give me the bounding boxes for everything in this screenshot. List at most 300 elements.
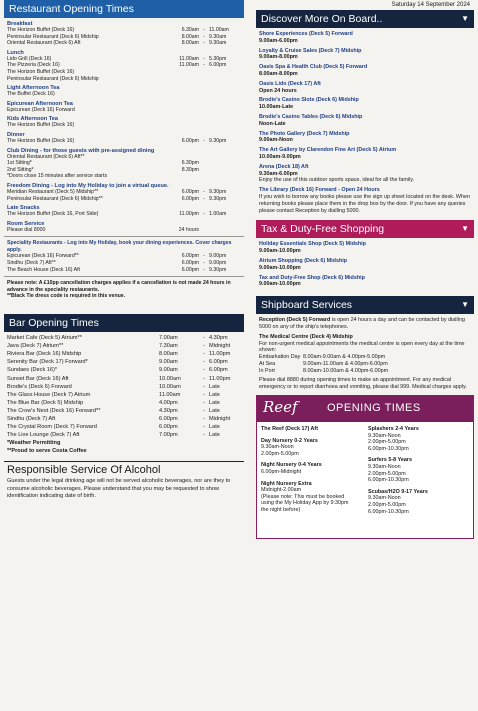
cell-t1: 8.00am [181,40,199,47]
table-row [4,391,244,399]
table-row [4,431,244,439]
cell-name: At Sea [259,360,276,367]
table-row [7,267,241,274]
cell-t2: 4.30pm [209,335,228,342]
cell-d [199,227,209,234]
triangle-down-icon: ▼ [461,300,469,310]
dress-code-note: **Black Tie dress code is required in this venue. [7,293,126,300]
section-title: Freedom Dining - Log into My Holiday to join a virtual queue. [7,182,169,189]
medical-text: For non-urgent medical appointments the medical centre is open every day at the time shown: [259,340,465,354]
cell-t2 [209,160,241,167]
item-title: Brodie's Casino Tables (Deck 6) Midship [259,113,363,120]
cell-n: The Pizzeria (Deck 16) [7,62,60,69]
table-row [7,34,241,41]
cell-d: - [203,383,205,390]
reef-line: 9.30am-Noon [368,464,401,471]
cell-d [199,160,209,167]
reef-line: 2.00pm-5.00pm [368,470,406,477]
tax-items [256,241,474,288]
reef-block-title: Surfers 5-8 Years [368,457,412,464]
reef-line: (Please note: This must be booked [261,493,345,500]
cell-n: Brodie's (Deck 6) Forward [7,383,72,390]
item-title: Tax and Duty-Free Shop (Deck 6) Midship [259,274,365,281]
table-row [7,160,241,167]
reef-block [261,438,362,458]
cell-t2 [209,107,241,114]
item-time: 10.00am-9.00pm [259,153,301,160]
table-row [7,211,241,218]
cell-t1: 10.00am [159,383,181,390]
cell-t2: Late [209,391,220,398]
cell-t2: 9.30pm [209,266,227,273]
table-row [7,196,241,203]
table-row [259,354,471,361]
list-item [256,275,474,289]
library-title: The Library (Deck 16) Forward - Open 24 Hours [259,187,380,194]
reef-line: Midnight-2.00am [261,487,302,494]
cell-n: The Glass House (Deck 7) Atrium [7,391,91,398]
cell-t2 [209,76,241,83]
cell-n: The Blue Bar (Deck 5) Midship [7,399,84,406]
cell-t1: 8.00am [181,33,199,40]
table-row [4,423,244,431]
cell-n: Sindhu (Deck 7) Aft** [7,260,56,267]
cell-t2 [209,167,241,174]
section-title: Dinner [7,131,25,138]
item-title: Loyalty & Cruise Sales (Deck 7) Midship [259,47,362,54]
cell-d: - [203,55,205,62]
reef-block [261,426,362,433]
cell-t1: 6.00pm [181,137,199,144]
item-time: 9.00am-10.00pm [259,281,301,288]
item-time: 9.00am-10.00pm [259,264,301,271]
table-row [7,154,241,161]
right-column [256,0,474,539]
cell-n: Epicurean (Deck 16) Forward** [7,253,79,260]
reef-title: OPENING TIMES [327,402,421,415]
reef-line: the night before) [261,507,301,514]
list-item [256,131,474,145]
list-item [256,31,474,45]
cell-n: The Horizon Buffet (Deck 16, Port Side) [7,211,99,218]
cell-t1: 6.00pm [181,253,199,260]
table-row [7,260,241,267]
cell-n: The Horizon Buffet (Deck 16) [7,122,75,129]
cell-d: - [203,399,205,406]
item-time: 9.00am-10.00pm [259,248,301,255]
cell-t1: 6.00pm [181,195,199,202]
cell-t2: 6.00pm [209,359,228,366]
cell-d: - [203,343,205,350]
list-item [256,48,474,62]
cell-t1: 6.00pm [159,424,178,431]
list-item [256,81,474,95]
cell-n: Epicurean (Deck 16) Forward [7,106,75,113]
cell-name: In Port [259,367,275,374]
cell-n: The Crow's Nest (Deck 16) Forward** [7,407,101,414]
cell-n: Oriental Restaurant (Deck 6) Aft** [7,153,85,160]
reef-line: 9.30am-Noon [368,432,401,439]
reception-label: Reception (Deck 5) Forward [259,317,331,324]
cell-n: The Crystal Room (Deck 7) Forward [7,424,97,431]
cell-n: Sindhu (Deck 7) Aft [7,415,56,422]
item-title: The Art Gallery by Clarendon Fine Art (Deck 5) Atrium [259,147,397,154]
cell-t2: 9.30am [209,33,227,40]
cell-d: - [203,424,205,431]
reef-block-title: The Reef (Deck 17) Aft [261,426,319,433]
item-title: Brodie's Casino Slots (Deck 6) Midship [259,97,359,104]
reef-logo: Reef [263,398,298,417]
item-title: Arena (Deck 18) Aft [259,163,309,170]
cell-n: Peninsular Restaurant (Deck 6) Midship** [7,195,103,202]
weather-note: *Weather Permitting [7,440,61,447]
cell-t2: 9.30pm [209,137,227,144]
cell-d: - [203,367,205,374]
table-row [7,107,241,114]
section-title: Epicurean Afternoon Tea [7,100,73,107]
cell-d: - [203,335,205,342]
cell-n: Java (Deck 7) Atrium** [7,343,64,350]
table-row [7,138,241,145]
table-row [7,56,241,63]
cell-t2: 6.00pm [209,367,228,374]
cell-t1: 4.30pm [159,407,178,414]
cell-t2 [209,122,241,129]
cell-t1 [165,69,199,76]
cell-t1: 24 hours [178,226,199,233]
cell-d: - [203,266,205,273]
cell-n: 2nd Sitting* [7,166,34,173]
cell-value: 8.00am-10.00am & 4.00pm-6.00pm [303,367,389,374]
discover-title: Discover More On Board.. [261,13,383,25]
table-row [4,350,244,358]
table-row [7,253,241,260]
table-row [7,91,241,98]
cell-n: Oriental Restaurant (Deck 6) Aft [7,40,81,47]
cell-n: Peninsular Restaurant (Deck 6) Midship [7,75,99,82]
cell-t2: Late [209,399,220,406]
cell-t1: 10.00am [159,375,181,382]
cell-name: Embarkation Day [259,354,301,361]
discover-header [256,10,474,28]
cell-t1: 9.00am [159,359,178,366]
list-item [256,147,474,161]
cell-d: - [203,40,205,47]
reef-line: 6.00pm-10.30pm [368,508,409,515]
table-row [7,189,241,196]
cell-t1: 7.00pm [159,432,178,439]
item-title: Atrium Shopping (Deck 6) Midship [259,257,348,264]
table-row [4,407,244,415]
cell-d: - [203,27,205,33]
cell-t2 [209,154,241,161]
cell-d [199,173,209,180]
cell-t1 [165,76,199,83]
cell-d [199,91,209,98]
table-row [4,399,244,407]
bar-rows [4,334,244,439]
cell-t1: 6.00pm [181,260,199,267]
item-title: Holiday Essentials Shop (Deck 5) Midship [259,241,366,248]
table-row [7,40,241,47]
table-row [4,383,244,391]
reef-block-title: Splashers 2-4 Years [368,426,419,433]
list-item [256,64,474,78]
cell-d: - [203,253,205,260]
cell-t1: 6.00pm [181,266,199,273]
reef-block [368,489,469,515]
tax-header [256,220,474,238]
cell-n: The Buffet (Deck 16) [7,91,55,98]
cell-t1 [165,154,199,161]
item-time: 9.00am-6.00pm [259,37,298,44]
cancellation-note: Please note: A £10pp cancellation charges applies if a cancellation is not made 24 hours in advance in the speciality restaurants. [7,280,231,293]
discover-items [256,31,474,177]
cell-d: - [203,375,205,382]
triangle-down-icon: ▼ [461,14,469,23]
cell-n: *Doors close 15 minutes after service starts [7,173,108,180]
cell-n: Riviera Bar (Deck 16) Midship [7,351,82,358]
item-time: 9.00am-8.00pm [259,54,298,61]
cell-t1 [165,107,199,114]
list-item [256,114,474,128]
reception-text: is open 24 hours a day and can be contacted by dialling 5000 on any of the ship's telephones. [259,317,465,330]
item-title: The Photo Gallery (Deck 7) Midship [259,130,350,137]
cell-n: Sunset Bar (Deck 16) Aft [7,375,69,382]
cell-d: - [203,391,205,398]
cell-t2: 1.00am [209,211,227,218]
table-row [259,361,471,368]
cell-t2 [209,91,241,98]
reef-box [256,395,474,539]
cell-t1: 8.30pm [181,166,199,173]
library-text: If you wish to borrow any books please use the sign up sheet located on the desk. When returning books please place them in the drop box by the door. If you have any queries please contact Reception by dialling 5000. [259,193,470,214]
cell-d: - [203,62,205,69]
table-row [4,334,244,342]
cell-d: - [203,407,205,414]
cell-d: - [203,211,205,218]
cell-t2: 11.00pm [209,375,231,382]
reef-left-column [261,426,362,515]
cell-t2: 9.30am [209,40,227,47]
cell-value: 8.00am-9.00am & 4.00pm-5.00pm [303,354,386,361]
cell-n: The Horizon Buffet (Deck 16) [7,27,75,33]
services-header [256,296,474,314]
cell-t2 [209,227,241,234]
table-row [7,167,241,174]
cell-d [199,122,209,129]
alcohol-title: Responsible Service Of Alcohol [4,461,244,478]
reef-line: 6.00pm-10.30pm [368,445,409,452]
cell-n: The Horizon Buffet (Deck 16) [7,68,75,75]
specialty-intro: Speciality Restaurants - Log into My Holiday, book your dining experiences. Cover charges apply. [7,240,232,253]
list-item [256,258,474,272]
reef-line: 9.30am-Noon [368,495,401,502]
medical-title: The Medical Centre (Deck 4) Midship [259,333,353,340]
tax-title: Tax & Duty-Free Shopping [261,223,385,236]
cell-t2: Late [209,424,220,431]
reef-line: 6.00pm-10.30pm [368,477,409,484]
cell-n: The Horizon Buffet (Deck 16) [7,137,75,144]
table-row [7,122,241,129]
restaurant-header [4,0,244,18]
restaurant-sections [4,21,244,233]
table-row [7,76,241,83]
cell-n: Meridian Restaurant (Deck 5) Midship** [7,188,99,195]
cell-n: Sundaes (Deck 16)* [7,367,58,374]
section-title: Breakfast [7,21,33,27]
item-time: 9.30am-6.00pm [259,170,298,177]
medical-rows [259,354,471,374]
cell-t1: 7.00am [159,335,178,342]
cell-t1: 11.00pm [179,211,199,218]
cell-t2: 11.00am [209,27,229,33]
cell-t1 [165,173,199,180]
cell-n: 1st Sitting* [7,160,32,167]
costa-note: **Proud to serve Costa Coffee [7,448,87,455]
cell-t1: 6.30am [181,27,199,33]
cell-d: - [203,33,205,40]
reef-banner [257,396,473,422]
cell-t2 [209,173,241,180]
cell-d: - [203,137,205,144]
cell-d: - [203,415,205,422]
cell-n: Serenity Bar (Deck 17) Forward* [7,359,88,366]
cell-d: - [203,188,205,195]
cell-n: The Beach House (Deck 16) Aft [7,266,80,273]
cell-n: The Live Lounge (Deck 7) Aft [7,432,80,439]
reef-line: using the My Holiday App by 9:30pm [261,500,349,507]
triangle-down-icon: ▼ [461,224,469,234]
cell-n: Please dial 8000 [7,226,46,233]
table-row [7,227,241,234]
cell-d: - [203,195,205,202]
cell-d: - [203,359,205,366]
item-time: 10.00am-Late [259,104,294,111]
cell-t2: 11.00pm [209,351,231,358]
cell-d [199,167,209,174]
reef-right-column [362,426,469,515]
alcohol-text: Guests under the legal drinking age will not be served alcoholic beverages, nor are they to consume alcoholic beverages. Please understand that you may be requested to show identification indicating date of birth. [7,478,231,500]
cell-t2: 9.30pm [209,195,227,202]
reef-line: 6.00pm-Midnight [261,469,302,476]
section-title: Kids Afternoon Tea [7,116,58,123]
cell-n: Market Cafe (Deck 5) Atrium** [7,335,82,342]
item-title: Shore Experiences (Deck 5) Forward [259,31,353,37]
reef-line: 2.00pm-5.00pm [368,439,406,446]
reef-block [368,426,469,452]
reef-block-title: Scubas/H2O 9-17 Years [368,488,428,495]
cell-t1: 6.30pm [181,160,199,167]
item-title: Oasis Spa & Health Club (Deck 5) Forward [259,64,368,71]
table-row [7,173,241,180]
reef-line: 2.00pm-5.00pm [261,450,299,457]
cell-n: Lido Grill (Deck 16) [7,55,52,62]
list-item [256,164,474,178]
cell-d [199,76,209,83]
cell-t1: 6.00pm [159,415,178,422]
table-row [4,358,244,366]
reef-line: 9.30am-Noon [261,444,294,451]
cell-t2: 9.30pm [209,188,227,195]
cell-t2: 9.00pm [209,260,227,267]
dial-text: Please dial 8880 during opening times to make an appointment. For any medical emergency or to report diarrhoea and vomiting, please dial 999. Medical charges apply. [259,377,467,391]
cell-d [199,107,209,114]
cell-t2: 5.30pm [209,55,227,62]
cell-t2: Late [209,432,220,439]
list-item [256,97,474,111]
table-row [4,375,244,383]
cell-t2 [209,69,241,76]
section-title: Room Service [7,220,45,227]
cell-d: - [203,260,205,267]
list-item [256,241,474,255]
cell-t2: Midnight [209,415,231,422]
table-row [7,62,241,69]
bar-header [4,314,244,332]
cell-t1 [165,122,199,129]
cell-t1: 4.00pm [159,399,178,406]
section-title: Late Snacks [7,205,40,212]
section-title: Light Afternoon Tea [7,85,60,92]
reef-block [261,481,362,514]
item-time: 9.00am-Noon [259,137,293,144]
table-row [4,366,244,374]
reef-line: 2.00pm-5.00pm [368,502,406,509]
cell-d: - [203,351,205,358]
cell-t1: 11.00am [179,62,199,69]
specialty-rows [7,253,241,273]
cell-n: Peninsular Restaurant (Deck 6) Midship [7,33,99,40]
arena-note: Enjoy the use of this outdoor sports space, ideal for all the family. [259,177,415,184]
item-title: Oasis Lido (Deck 17) Aft [259,80,321,87]
item-time: Open 24 hours [259,87,297,94]
cell-t2: Late [209,407,220,414]
section-title: Lunch [7,49,24,56]
table-row [4,415,244,423]
cell-t2: 9.00pm [209,253,227,260]
left-column [4,0,244,501]
cell-t1: 7.30am [159,343,178,350]
cell-value: 9.00am-11.00am & 4.00pm-6.00pm [303,360,388,367]
reef-block-title: Day Nursery 0-2 Years [261,437,318,444]
cell-t1: 9.00am [159,367,178,374]
cell-t2: Late [209,383,220,390]
cell-t1: 6.00pm [181,188,199,195]
cell-d [199,69,209,76]
cell-t1: 8.00am [159,351,178,358]
item-time: 8.00am-8.00pm [259,70,298,77]
cell-t1 [165,91,199,98]
cell-t2: Midnight [209,343,231,350]
table-row [7,69,241,76]
table-row [7,27,241,34]
cell-t1: 11.00am [179,55,199,62]
reef-block [261,462,362,475]
table-row [259,368,471,375]
table-row [4,342,244,350]
cell-t2: 6.00pm [209,62,227,69]
reef-block [368,457,469,483]
services-title: Shipboard Services [261,299,353,312]
date-label: Saturday 14 September 2024 [391,2,470,8]
bar-title: Bar Opening Times [9,317,99,330]
cell-d: - [203,432,205,439]
item-time: Noon-Late [259,120,286,127]
cell-d [199,154,209,161]
cell-t1: 11.00am [159,391,181,398]
section-title: Club Dining - for those guests with pre-assigned dining [7,147,155,154]
